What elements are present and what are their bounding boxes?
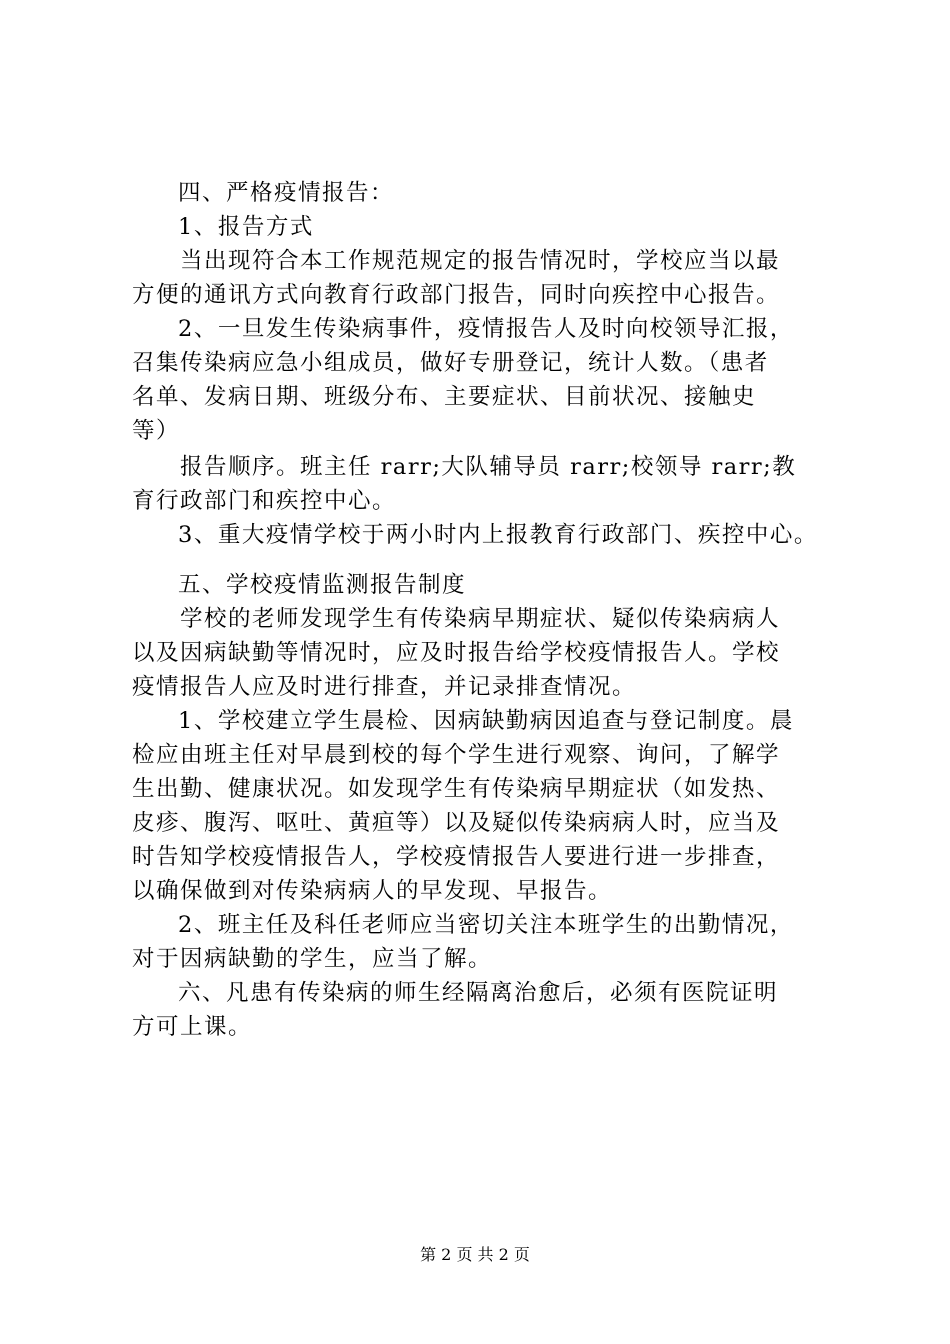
- paragraph-line: 以确保做到对传染病病人的早发现、早报告。: [132, 878, 613, 904]
- paragraph-line: 育行政部门和疾控中心。: [132, 488, 397, 514]
- paragraph-line: 2、班主任及科任老师应当密切关注本班学生的出勤情况，: [178, 912, 794, 938]
- paragraph-line: 以及因病缺勤等情况时，应及时报告给学校疫情报告人。学校: [132, 640, 781, 666]
- page-number-footer: 第 2 页 共 2 页: [420, 1245, 530, 1264]
- paragraph-line: 学校的老师发现学生有传染病早期症状、疑似传染病病人: [180, 606, 781, 632]
- paragraph-line: 疫情报告人应及时进行排查，并记录排查情况。: [132, 674, 637, 700]
- paragraph-line: 时告知学校疫情报告人，学校疫情报告人要进行进一步排查，: [132, 844, 781, 870]
- paragraph-line: 2、一旦发生传染病事件，疫情报告人及时向校领导汇报，: [178, 316, 794, 342]
- paragraph-line: 方可上课。: [132, 1014, 253, 1040]
- paragraph-line: 名单、发病日期、班级分布、主要症状、目前状况、接触史: [132, 384, 757, 410]
- paragraph-line: 方便的通讯方式向教育行政部门报告，同时向疾控中心报告。: [132, 282, 781, 308]
- paragraph-line: 检应由班主任对早晨到校的每个学生进行观察、询问，了解学: [132, 742, 781, 768]
- paragraph-line: 六、凡患有传染病的师生经隔离治愈后，必须有医院证明: [178, 980, 779, 1006]
- section-heading: 四、严格疫情报告：: [178, 180, 395, 206]
- subsection-heading: 1、报告方式: [178, 214, 314, 240]
- paragraph-line: 等）: [132, 418, 181, 444]
- section-heading: 五、学校疫情监测报告制度: [178, 572, 467, 598]
- paragraph-line: 皮疹、腹泻、呕吐、黄疸等）以及疑似传染病病人时，应当及: [132, 810, 781, 836]
- paragraph-line: 3、重大疫情学校于两小时内上报教育行政部门、疾控中心。: [178, 522, 818, 548]
- paragraph-line: 召集传染病应急小组成员，做好专册登记，统计人数。（患者: [132, 350, 769, 376]
- paragraph-line: 对于因病缺勤的学生，应当了解。: [132, 946, 493, 972]
- paragraph-line: 1、学校建立学生晨检、因病缺勤病因追查与登记制度。晨: [178, 708, 794, 734]
- paragraph-line: 生出勤、健康状况。如发现学生有传染病早期症状（如发热、: [132, 776, 781, 802]
- paragraph-line: 当出现符合本工作规范规定的报告情况时，学校应当以最: [180, 248, 781, 274]
- paragraph-line: 报告顺序。班主任 rarr;大队辅导员 rarr;校领导 rarr;教: [180, 454, 797, 480]
